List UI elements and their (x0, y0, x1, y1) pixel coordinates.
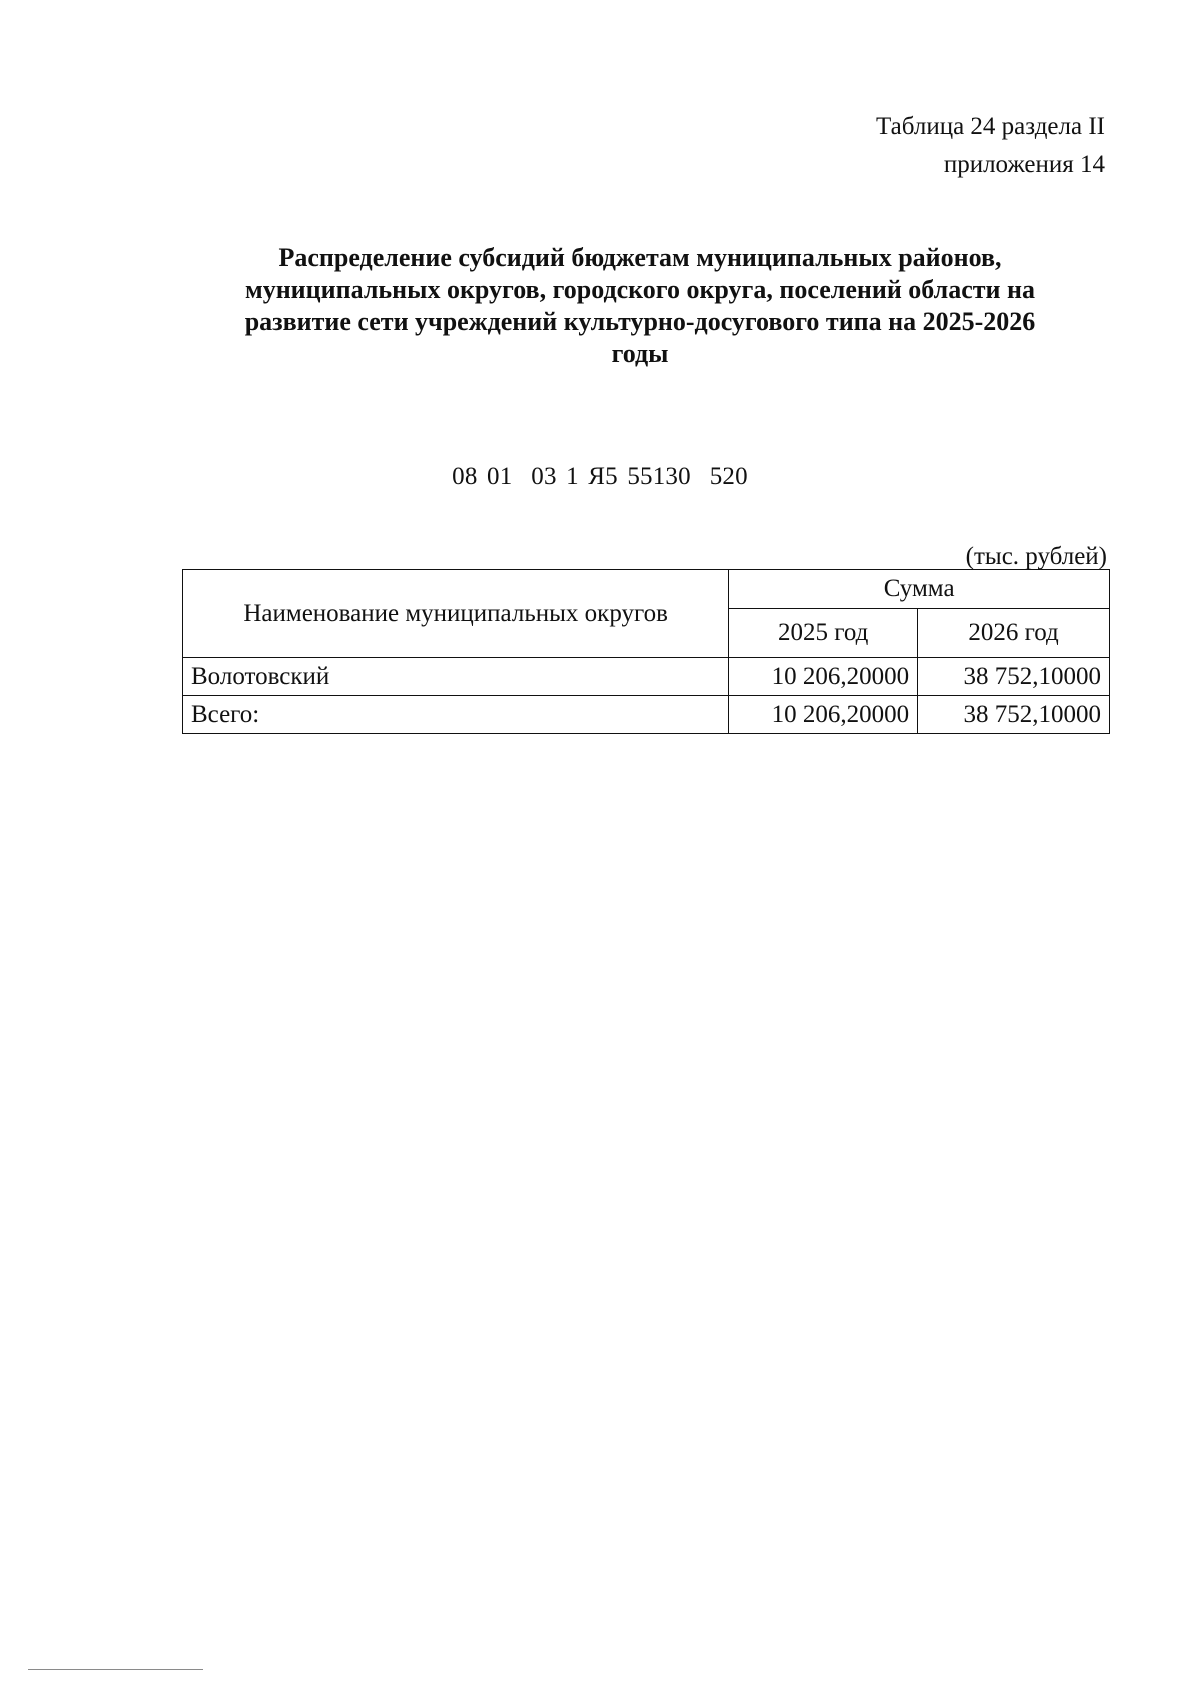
total-2026: 38 752,10000 (918, 696, 1110, 734)
footer-divider (28, 1669, 203, 1670)
title-line-1: Распределение субсидий бюджетам муниципальных районов, (278, 243, 1002, 272)
units-label: (тыс. рублей) (965, 543, 1107, 570)
total-label: Всего: (183, 696, 729, 734)
column-header-2026: 2026 год (918, 609, 1110, 658)
subsidy-table (182, 569, 1110, 734)
title-line-3: развитие сети учреждений культурно-досугового типа на 2025-2026 (244, 307, 1036, 336)
title-line-2: муниципальных округов, городского округа, поселений области на (244, 275, 1036, 304)
document-title (200, 242, 1080, 370)
column-header-2025: 2025 год (729, 609, 918, 658)
cell-2026: 38 752,10000 (918, 658, 1110, 696)
document-reference (876, 108, 1105, 184)
title-line-4: годы (611, 339, 669, 368)
reference-appendix: приложения 14 (943, 151, 1105, 178)
column-header-name: Наименование муниципальных округов (183, 570, 729, 658)
column-header-sum: Сумма (729, 570, 1110, 609)
total-2025: 10 206,20000 (729, 696, 918, 734)
table-header-row (183, 570, 1110, 609)
cell-2025: 10 206,20000 (729, 658, 918, 696)
table-row (183, 658, 1110, 696)
cell-name: Волотовский (183, 658, 729, 696)
reference-table-number: Таблица 24 раздела II (876, 113, 1105, 140)
budget-classification-code: 08 01 03 1 Я5 55130 520 (452, 463, 748, 490)
table-total-row (183, 696, 1110, 734)
